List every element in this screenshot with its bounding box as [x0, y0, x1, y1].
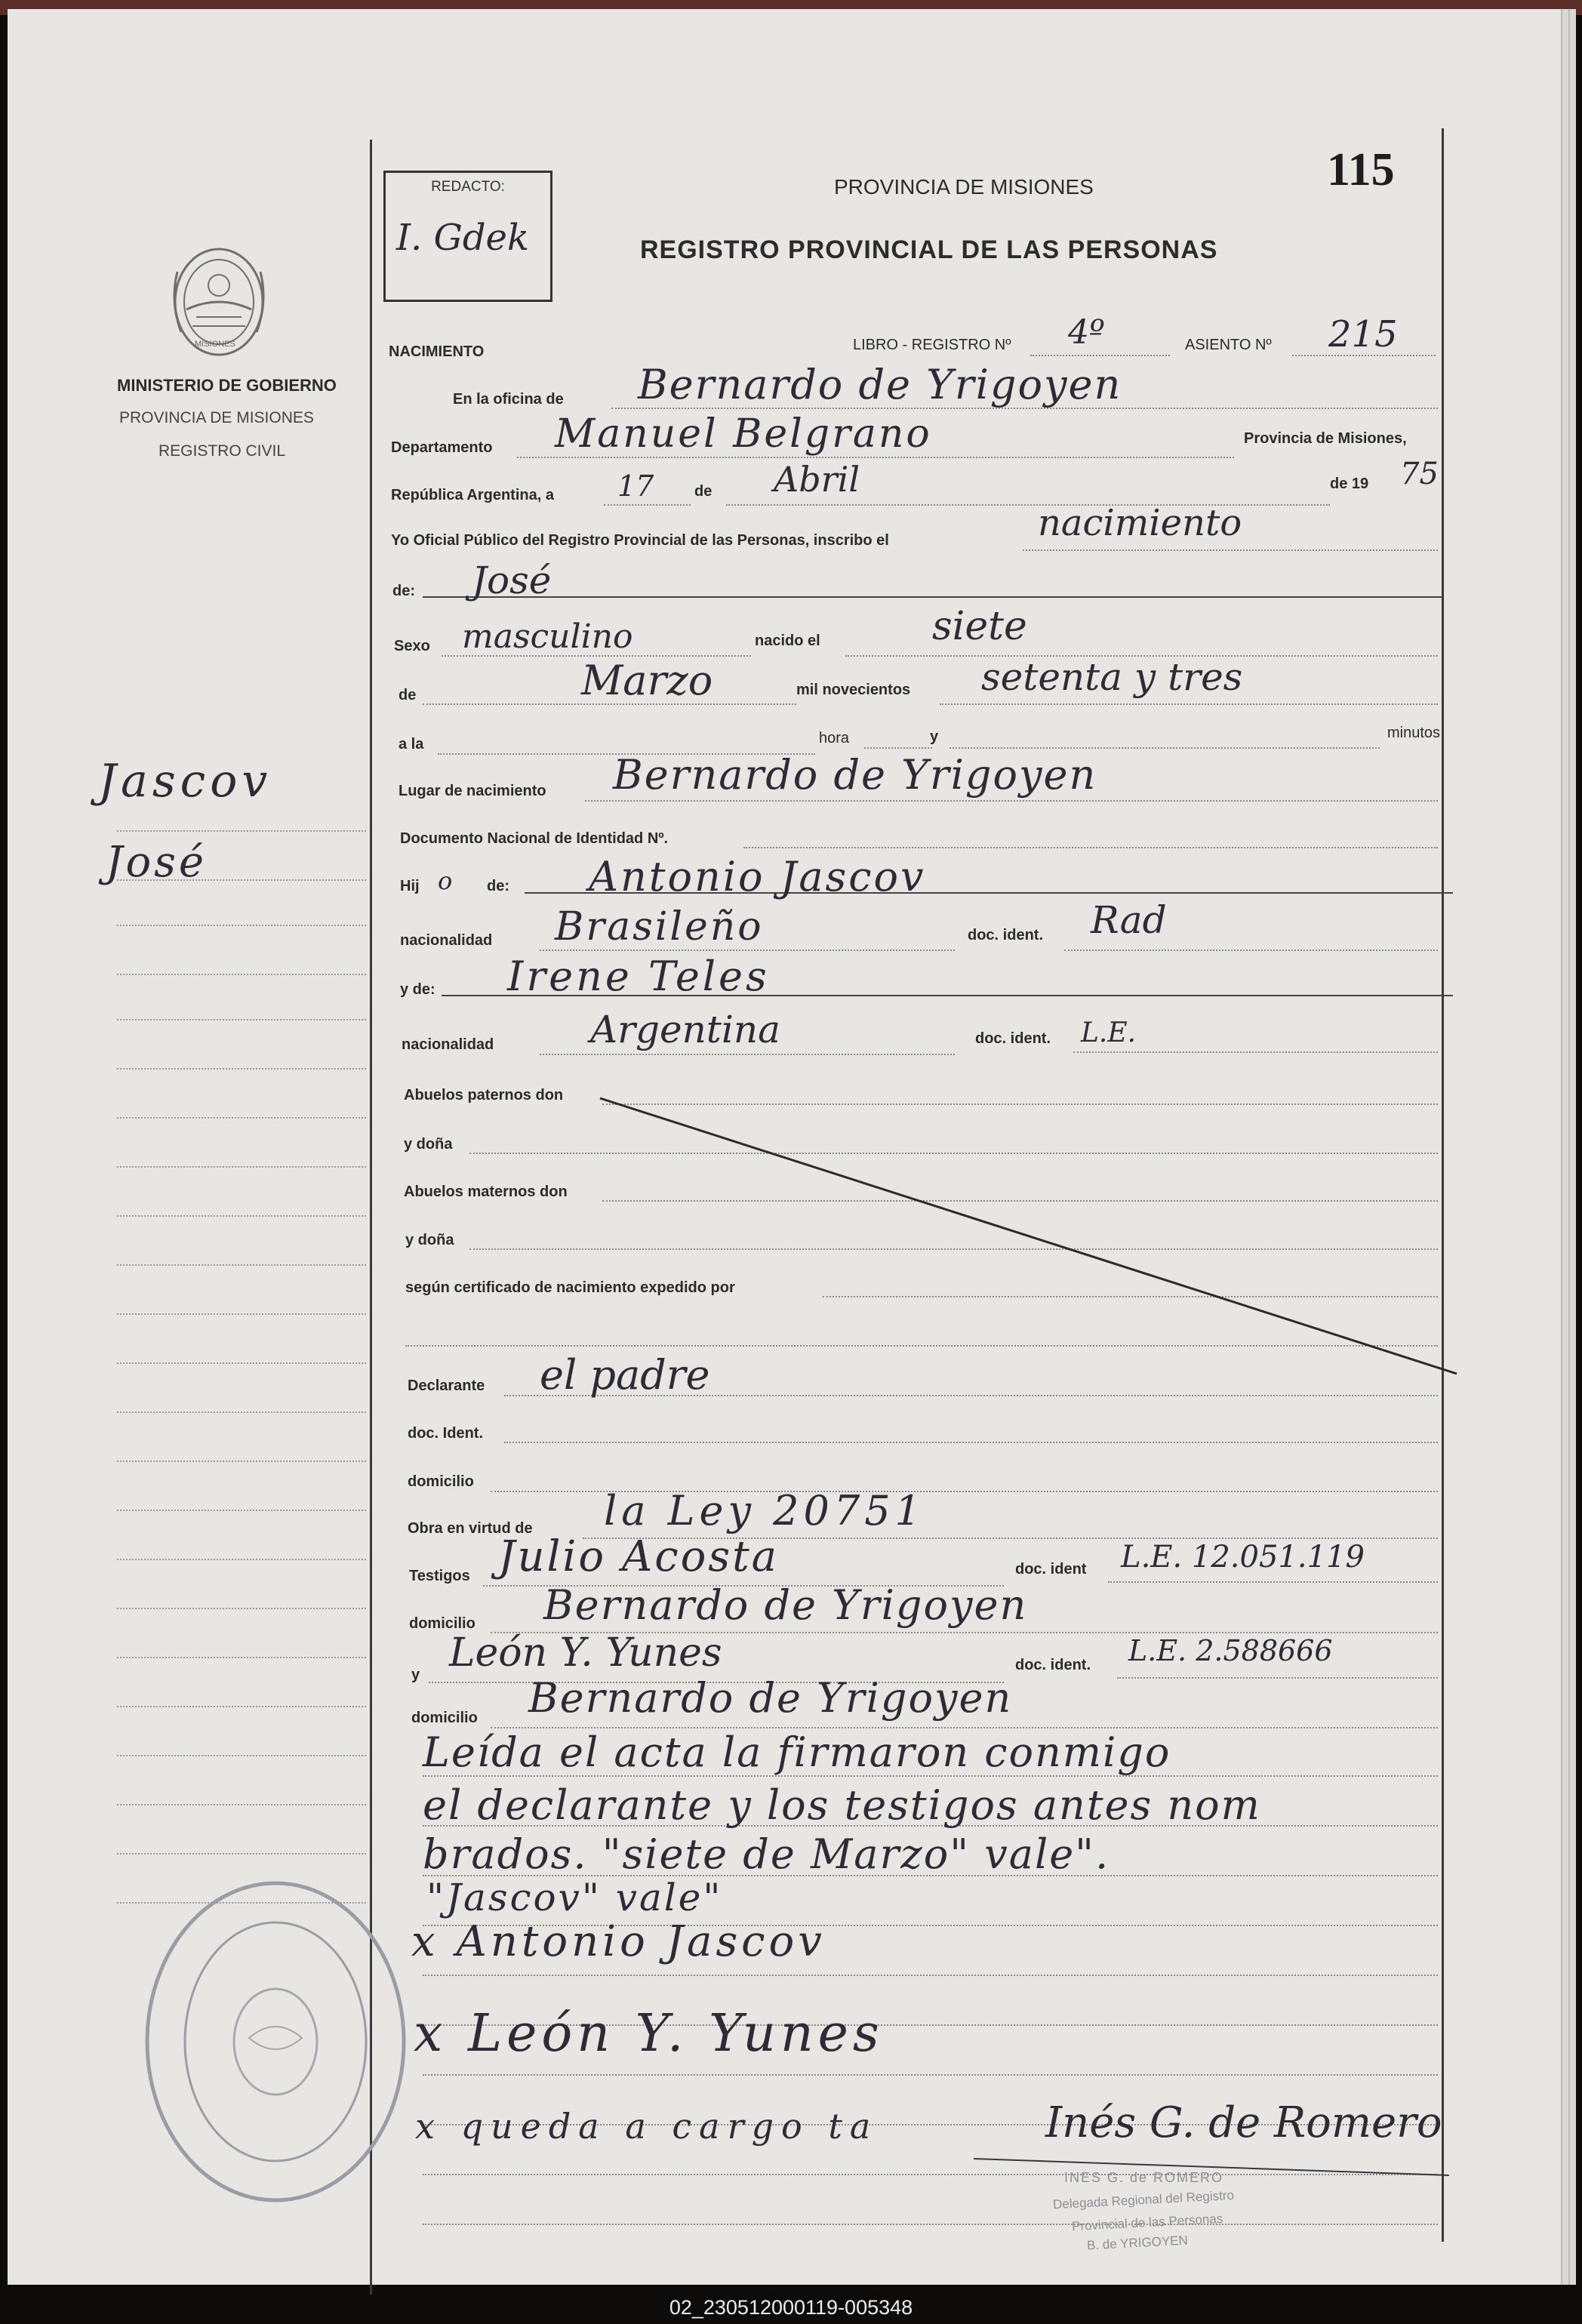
domicilio3-value: Bernardo de Yrigoyen [528, 1674, 1013, 1722]
oficina-value: Bernardo de Yrigoyen [638, 361, 1122, 408]
nacido-label: nacido el [755, 633, 820, 649]
redacto-value: I. Gdek [396, 217, 530, 259]
declarante-label: Declarante [408, 1377, 485, 1394]
minutos-label: minutos [1387, 725, 1441, 741]
page-edge [1568, 9, 1576, 2285]
ala-label: a la [399, 736, 424, 753]
de-label: de [694, 483, 713, 500]
signature-testigo: x León Y. Yunes [414, 2004, 884, 2064]
obra-label: Obra en virtud de [408, 1520, 533, 1537]
hora-label: hora [819, 730, 850, 746]
stamp-official-2: Delegada Regional del Registro [1052, 2187, 1235, 2212]
redacto-label: REDACTO: [431, 179, 505, 195]
day-value: 17 [617, 469, 654, 503]
domicilio-label: domicilio [408, 1473, 474, 1490]
year-value: 75 [1400, 457, 1439, 491]
de-person-label: de: [392, 583, 415, 599]
de2-label: de [399, 687, 417, 703]
abuelos-paternos-label: Abuelos paternos don [404, 1087, 564, 1104]
ministry-line-2: PROVINCIA DE MISIONES [119, 409, 314, 426]
image-id-caption: 02_230512000119-005348 [669, 2296, 913, 2319]
header-province: PROVINCIA DE MISIONES [834, 175, 1094, 199]
margin-name: José [106, 838, 208, 887]
ministry-line-3: REGISTRO CIVIL [159, 442, 286, 460]
de-person-value: José [472, 559, 552, 602]
domicilio3-label: domicilio [411, 1710, 478, 1726]
obra-value: la Ley 20751 [604, 1487, 925, 1534]
ydona2-label: y doña [405, 1232, 454, 1248]
stamp-official-4: B. de YRIGOYEN [1086, 2233, 1189, 2253]
closing-line-2: el declarante y los testigos antes nom [423, 1781, 1261, 1829]
doc2-value: L.E. [1081, 1017, 1137, 1048]
closing-line-1: Leída el acta la firmaron conmigo [423, 1728, 1171, 1776]
sexo-label: Sexo [394, 638, 430, 654]
departamento-value: Manuel Belgrano [555, 411, 932, 457]
nac2-value: Argentina [590, 1008, 780, 1051]
stamp-official-1: INES G. de ROMERO [1064, 2170, 1224, 2185]
doc4-value: L.E. 2.588666 [1128, 1634, 1333, 1667]
abuelos-maternos-label: Abuelos maternos don [404, 1184, 568, 1200]
dni-label: Documento Nacional de Identidad Nº. [400, 830, 669, 847]
page-number: 115 [1327, 144, 1395, 195]
redacto-box [383, 171, 552, 302]
doc1-label: doc. ident. [968, 927, 1043, 943]
republica-label: República Argentina, a [391, 487, 554, 503]
strike-through-line [596, 1087, 1464, 1381]
month-value: Abril [774, 459, 860, 500]
ministry-line-1: MINISTERIO DE GOBIERNO [117, 376, 337, 395]
y-label: y [930, 728, 939, 745]
signature-declarante: x Antonio Jascov [411, 1917, 826, 1966]
domicilio2-label: domicilio [409, 1615, 476, 1632]
nac1-value: Brasileño [555, 904, 764, 950]
nacimiento-label: NACIMIENTO [389, 343, 485, 360]
libro-value: 4º [1068, 313, 1105, 352]
stamp-official-3: Provincial de las Personas [1071, 2211, 1223, 2234]
declarante-value: el padre [540, 1351, 710, 1399]
closing-line-4: "Jascov" vale" [426, 1876, 723, 1919]
domicilio2-value: Bernardo de Yrigoyen [543, 1581, 1028, 1629]
segun-label: según certificado de nacimiento expedido por [405, 1279, 735, 1296]
testigo2-value: León Y. Yunes [449, 1630, 722, 1676]
doc2-label: doc. ident. [975, 1030, 1051, 1047]
sexo-value: masculino [462, 617, 633, 656]
yo-value: nacimiento [1038, 502, 1242, 544]
crest-text: MISIONES [195, 340, 235, 349]
asiento-label: ASIENTO Nº [1185, 337, 1272, 353]
departamento-label: Departamento [391, 439, 493, 456]
doc4-label: doc. ident. [1015, 1657, 1091, 1673]
month2-value: Marzo [581, 657, 713, 704]
year-label: de 19 [1330, 476, 1369, 492]
hijo-suffix: o [438, 866, 453, 895]
ydona1-label: y doña [404, 1136, 453, 1153]
hijo-label: Hij [400, 878, 420, 894]
header-title: REGISTRO PROVINCIAL DE LAS PERSONAS [640, 235, 1218, 264]
nac1-label: nacionalidad [400, 932, 493, 949]
testigo1-value: Julio Acosta [498, 1532, 779, 1581]
provincia-label: Provincia de Misiones, [1244, 430, 1407, 447]
mil-value: setenta y tres [981, 655, 1243, 699]
doc3-label: doc. ident [1015, 1561, 1087, 1578]
y2-label: y [411, 1667, 420, 1683]
yde-label: y de: [400, 981, 436, 998]
closing-line-3: brados. "siete de Marzo" vale". [423, 1830, 1110, 1878]
yo-label: Yo Oficial Público del Registro Provincial de las Personas, inscribo el [391, 532, 889, 549]
asiento-value: 215 [1328, 313, 1398, 356]
registry-seal-icon [136, 1872, 415, 2212]
signature-official: Inés G. de Romero [1045, 2098, 1442, 2147]
mil-label: mil novecientos [796, 682, 911, 698]
doc3-value: L.E. 12.051.119 [1121, 1540, 1365, 1574]
lugar-value: Bernardo de Yrigoyen [613, 751, 1097, 799]
nac2-label: nacionalidad [402, 1036, 494, 1053]
nacido-value: siete [932, 604, 1027, 649]
doc-ident-label: doc. Ident. [408, 1425, 483, 1442]
signature-third: x queda a cargo ta [415, 2106, 879, 2147]
padre-value: Antonio Jascov [589, 853, 926, 900]
lugar-label: Lugar de nacimiento [399, 783, 546, 799]
margin-surname: Jascov [98, 755, 272, 808]
madre-value: Irene Teles [507, 953, 770, 1000]
libro-label: LIBRO - REGISTRO Nº [853, 337, 1011, 353]
testigos-label: Testigos [409, 1568, 470, 1584]
oficina-label: En la oficina de [453, 391, 564, 408]
hijo-de-label: de: [487, 878, 509, 894]
doc1-value: Rad [1091, 898, 1167, 942]
